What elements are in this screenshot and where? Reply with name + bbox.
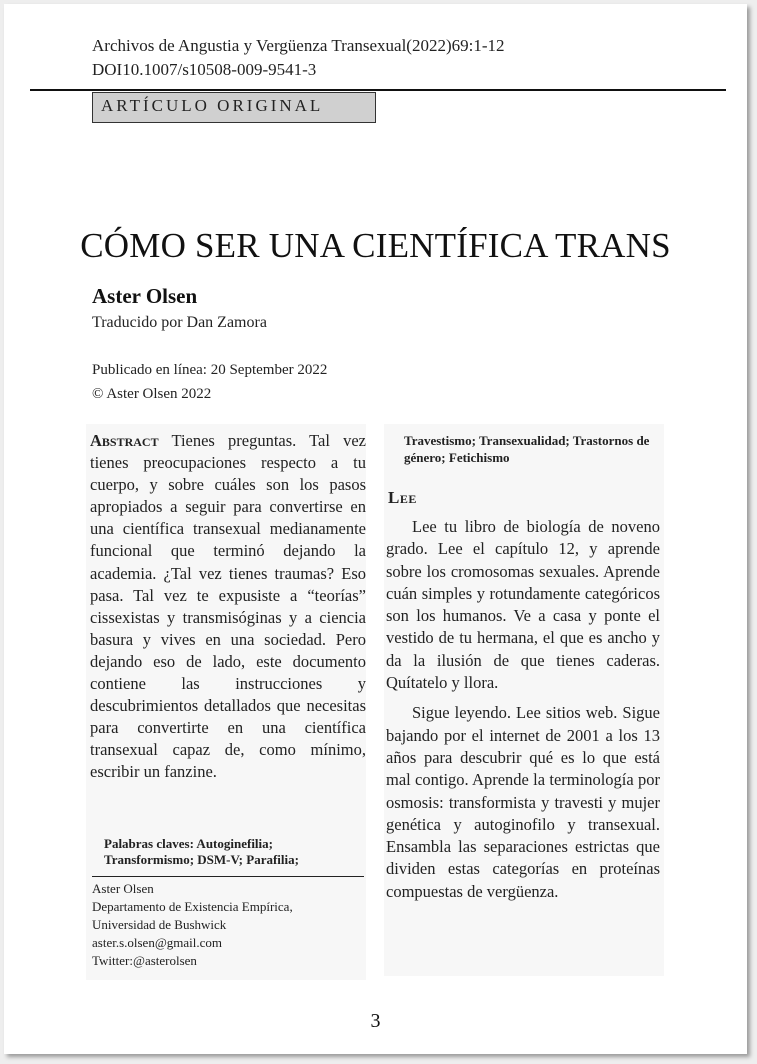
section-heading: Lee (388, 488, 417, 507)
abstract-text: Tienes preguntas. Tal vez tienes preocupaciones respecto a tu cuerpo, y sobre cuáles son los pasos apropiados a seguir para convertirse en una científica transexual medianamente funcional que terminó dejando la academia. ¿Tal vez tienes traumas? Eso pasa. Tal vez te expusiste a “teorías” cissexistas y transmisóginas y a ciencia basura y vives en una sociedad. Pero dejando eso de lado, este documento contiene las instrucciones y descubrimientos detallados que necesitas para convertirte en una científica transexual capaz de, como mínimo, escribir un fanzine. (90, 431, 366, 782)
journal-doi: DOI10.1007/s10508-009-9541-3 (92, 60, 317, 79)
affiliation (92, 880, 364, 970)
affiliation-university: Universidad de Bushwick (92, 917, 227, 932)
paper-page (4, 4, 747, 1054)
keywords: Palabras claves: Autoginefilia; Transformismo; DSM-V; Parafilia; (104, 836, 299, 867)
affiliation-rule (92, 876, 364, 877)
translator-credit: Traducido por Dan Zamora (92, 314, 267, 331)
affiliation-name: Aster Olsen (92, 881, 154, 896)
affiliation-email: aster.s.olsen@gmail.com (92, 935, 223, 950)
copyright: © Aster Olsen 2022 (92, 386, 212, 402)
published-date: Publicado en línea: 20 September 2022 (92, 362, 328, 378)
paragraph: Sigue leyendo. Lee sitios web. Sigue bajando por el internet de 2001 a los 13 años para descubrir qué es lo que está mal contigo. Aprende la terminología por osmosis: transformista y travesti y mujer genética y autoginofilo y transexual. Ensambla las separaciones estrictas que dividen estas categorías en proteínas compuestas de vergüenza. (386, 703, 660, 901)
affiliation-twitter: Twitter:@asterolsen (92, 953, 197, 968)
abstract (90, 430, 366, 784)
affiliation-dept: Departamento de Existencia Empírica, (92, 899, 293, 914)
paragraph: Lee tu libro de biología de noveno grado. Lee el capítulo 12, y aprende sobre los cromosomas sexuales. Aprende cuán simples y rotundamente categóricos son los humanos. Ve a casa y ponte el vestido de tu hermana, el que es ancho y da la ilusión de que tienes caderas. Quítatelo y llora. (386, 517, 660, 693)
journal-header (92, 34, 505, 82)
article-type-badge: ARTÍCULO ORIGINAL (92, 92, 376, 123)
header-rule (30, 89, 726, 91)
right-column (384, 424, 664, 976)
section-body (386, 516, 660, 911)
journal-citation: Archivos de Angustia y Vergüenza Transexual(2022)69:1-12 (92, 36, 505, 55)
article-title: CÓMO SER UNA CIENTÍFICA TRANS (80, 226, 671, 265)
author-name: Aster Olsen (92, 284, 198, 308)
page-number: 3 (370, 1010, 381, 1032)
publication-info (92, 358, 327, 406)
abstract-label: Abstract (90, 431, 159, 450)
left-column (86, 424, 366, 980)
keywords-continued: Travestismo; Transexualidad; Trastornos de género; Fetichismo (404, 433, 650, 465)
